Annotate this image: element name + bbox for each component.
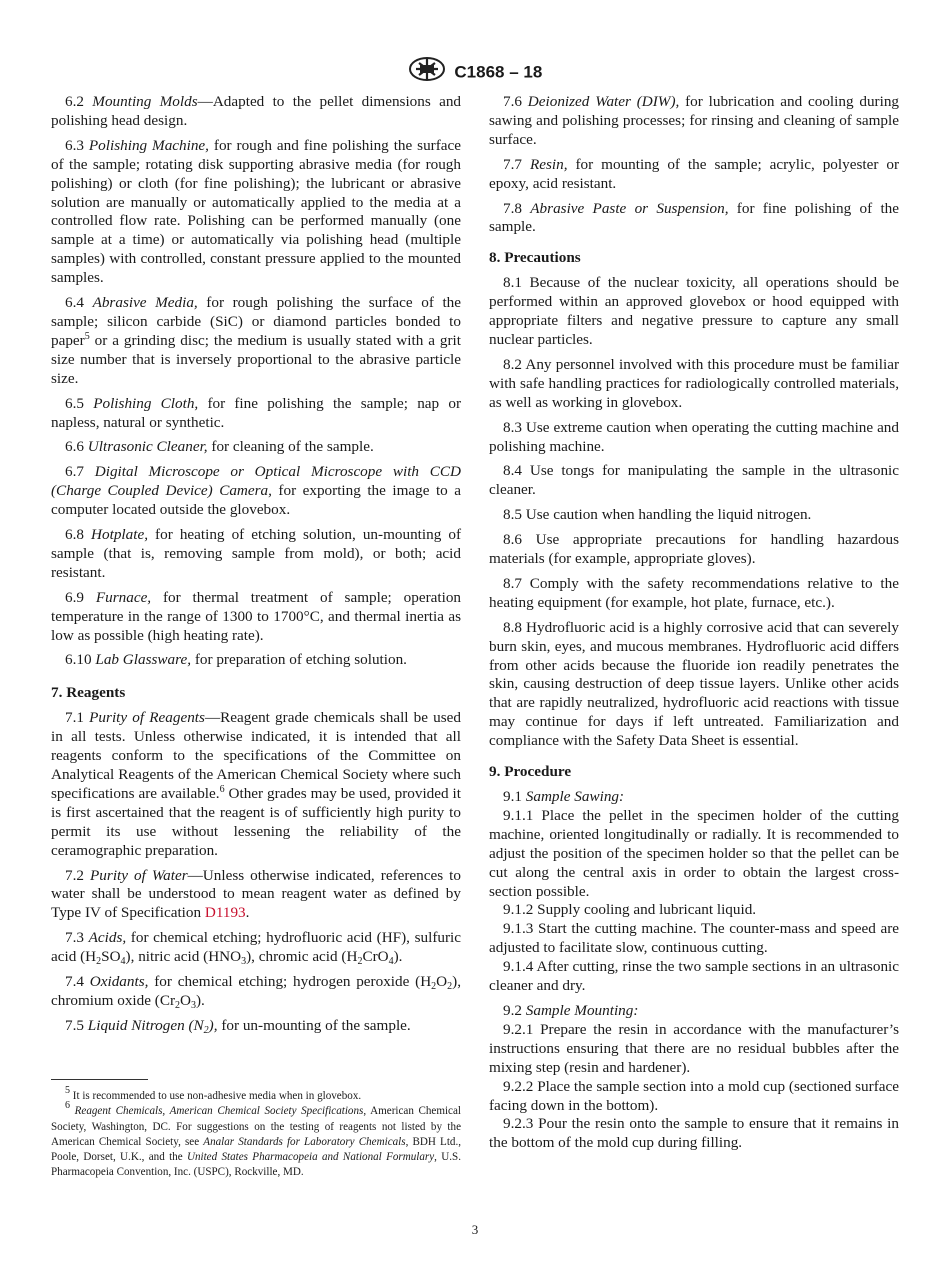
section-8-1: 8.1 Because of the nuclear toxicity, all operations should be performed within an approved glovebox or hood equipped with appropriate filters and negative pressure to capture any small nuclear particles. bbox=[489, 274, 899, 348]
section-9-2-3: 9.2.3 Pour the resin onto the sample to ensure that it remains in the bottom of the mold cup during filling. bbox=[489, 1115, 899, 1152]
footnote-divider bbox=[51, 1079, 148, 1080]
section-6-2: 6.2 Mounting Molds—Adapted to the pellet dimensions and polishing head design. bbox=[51, 93, 462, 129]
section-8-3: 8.3 Use extreme caution when operating the cutting machine and polishing machine. bbox=[489, 418, 899, 455]
section-7-6: 7.6 Deionized Water (DIW), for lubrication and cooling during sawing and polishing processes; for rinsing and cleaning of sample surface. bbox=[489, 93, 900, 148]
section-7-4: 7.4 Oxidants, for chemical etching; hydrogen peroxide $(H_2O_2)$, chromium oxide $(Cr_2O_3)$. bbox=[51, 973, 461, 1011]
section-8-2: 8.2 Any personnel involved with this procedure must be familiar with safe handling practices for radiologically controlled materials, as well as working in glovebox. bbox=[489, 355, 899, 411]
footnote-6: $^6$ Reagent Chemicals, American Chemical Society Specifications, American Chemical Society, Washington, DC. For suggestions on the testing of reagents not listed by the American Chemical Society, see Analar Standards for Laboratory Chemicals, BDH Ltd., Poole, Dorset, U.K., and the United States Pharmacopeia and National Formulary, U.S. Pharmacopeia Convention, Inc. (USPC), Rockville, MD. bbox=[51, 1100, 461, 1179]
footnotes bbox=[51, 1085, 461, 1181]
section-7-2: 7.2 Purity of Water—Unless otherwise indicated, references to water shall be understood to mean reagent water as defined by Type IV of Specification D1193. bbox=[51, 866, 461, 922]
section-6-8: 6.8 Hotplate, for heating of etching solution, un-mounting of sample (that is, removing sample from mold), or both; acid resistant. bbox=[51, 526, 462, 581]
section-7-7: 7.7 Resin, for mounting of the sample; acrylic, polyester or epoxy, acid resistant. bbox=[489, 155, 900, 192]
section-8-5: 8.5 Use caution when handling the liquid nitrogen. bbox=[503, 506, 812, 524]
section-8-7: 8.7 Comply with the safety recommendations relative to the heating equipment (for example, hot plate, furnace, etc.). bbox=[489, 574, 899, 611]
heading-procedure: 9. Procedure bbox=[489, 763, 572, 781]
section-6-10: 6.10 Lab Glassware, for preparation of etching solution. bbox=[65, 651, 407, 669]
section-9-1-3: 9.1.3 Start the cutting machine. The counter-mass and speed are adjusted to facilitate slow, continuous cutting. bbox=[489, 920, 899, 957]
section-6-9: 6.9 Furnace, for thermal treatment of sample; operation temperature in the range of 1300 to 1700°C, and thermal inertia as low as possible (high heating rate). bbox=[51, 588, 462, 644]
section-8-6: 8.6 Use appropriate precautions for handling hazardous materials (for example, appropriate gloves). bbox=[489, 531, 899, 568]
section-9-1-2: 9.1.2 Supply cooling and lubricant liquid. bbox=[503, 901, 757, 919]
standard-code: C1868 – 18 bbox=[454, 62, 543, 82]
section-7-5: 7.5 Liquid Nitrogen $(N_2)$, for un-mounting of the sample. bbox=[65, 1016, 411, 1036]
section-6-5: 6.5 Polishing Cloth, for fine polishing the sample; nap or napless, natural or synthetic. bbox=[51, 394, 462, 431]
section-6-4: 6.4 Abrasive Media, for rough polishing the surface of the sample; silicon carbide (SiC) or diamond particles bonded to paper$^5$ or a grinding disc; the medium is usually stated with a grit size number that is inversely proportional to the abrasive particle size. bbox=[51, 294, 461, 387]
section-9-1: 9.1 Sample Sawing: bbox=[503, 788, 625, 805]
section-8-8: 8.8 Hydrofluoric acid is a highly corrosive acid that can severely burn skin, eyes, and mucous membranes. Hydrofluoric acid differs from other acids because the fluoride ion readily penetrates the skin, causing destruction of deep tissue layers. Unlike other acids that are rapidly neutralized, hydrofluoric acid reactions with tissue may continue for days if left untreated. Familiarization and compliance with the Safety Data Sheet is essential. bbox=[489, 618, 899, 750]
footnote-ref-5: 5 bbox=[84, 330, 90, 342]
section-6-6: 6.6 Ultrasonic Cleaner, for cleaning of the sample. bbox=[65, 438, 374, 456]
section-9-2-1: 9.2.1 Prepare the resin in accordance with the manufacturer’s instructions ensuring that there are no residual bubbles after the mixing step (resin and hardener). bbox=[489, 1020, 899, 1076]
section-9-1-1: 9.1.1 Place the pellet in the specimen holder of the cutting machine, oriented longitudinally or radially. It is recommended to adjust the position of the specimen holder so that the pellet can be cut along the central axis in order to obtain the largest cross-section possible. bbox=[489, 806, 899, 900]
section-6-7: 6.7 Digital Microscope or Optical Microscope with CCD (Charge Coupled Device) Camera, for exporting the image to a computer located outside the glovebox. bbox=[51, 463, 462, 519]
left-column bbox=[51, 93, 461, 1042]
section-7-1: 7.1 Purity of Reagents—Reagent grade chemicals shall be used in all tests. Unless otherwise indicated, it is intended that all reagents conform to the specifications of the Committee on Analytical Reagents of the American Chemical Society where such specifications are available.$^6$ Other grades may be used, provided it is first ascertained that the reagent is of sufficiently high purity to permit its use without lessening the reliability of the ceramographic preparation. bbox=[51, 709, 462, 859]
page-header bbox=[0, 56, 950, 89]
heading-reagents: 7. Reagents bbox=[51, 684, 126, 702]
d1193-link[interactable]: D1193 bbox=[204, 904, 246, 922]
section-6-3: 6.3 Polishing Machine, for rough and fine polishing the surface of the sample; rotating disk supporting abrasive media (for rough polishing) or cloth (for fine polishing); the lubricant or abrasive solution are manually or automatically applied to the media at a controlled flow rate. Polishing can be performed manually (one sample at a time) or automatically via polishing head (multiple samples) with controlled, constant pressure applied to the mounted samples. bbox=[51, 136, 462, 287]
astm-logo-icon bbox=[408, 56, 446, 89]
section-8-4: 8.4 Use tongs for manipulating the sample in the ultrasonic cleaner. bbox=[489, 462, 899, 499]
section-7-3: 7.3 Acids, for chemical etching; hydrofluoric acid (HF), sulfuric acid $(H_2SO_4)$, nitric acid $(HNO_3)$, chromic acid $(H_2CrO_4)$. bbox=[51, 929, 461, 968]
section-9-2-2: 9.2.2 Place the sample section into a mold cup (sectioned surface facing down in the bottom). bbox=[489, 1077, 899, 1114]
section-7-8: 7.8 Abrasive Paste or Suspension, for fine polishing of the sample. bbox=[489, 199, 900, 236]
section-9-1-4: 9.1.4 After cutting, rinse the two sample sections in an ultrasonic cleaner and dry. bbox=[489, 958, 899, 995]
page-number: 3 bbox=[471, 1222, 479, 1237]
heading-precautions: 8. Precautions bbox=[489, 249, 581, 267]
section-9-2: 9.2 Sample Mounting: bbox=[503, 1001, 639, 1019]
footnote-ref-6: 6 bbox=[219, 783, 225, 795]
right-column bbox=[489, 93, 899, 1153]
footnote-5: $^5$ It is recommended to use non-adhesive media when in glovebox. bbox=[65, 1085, 362, 1102]
